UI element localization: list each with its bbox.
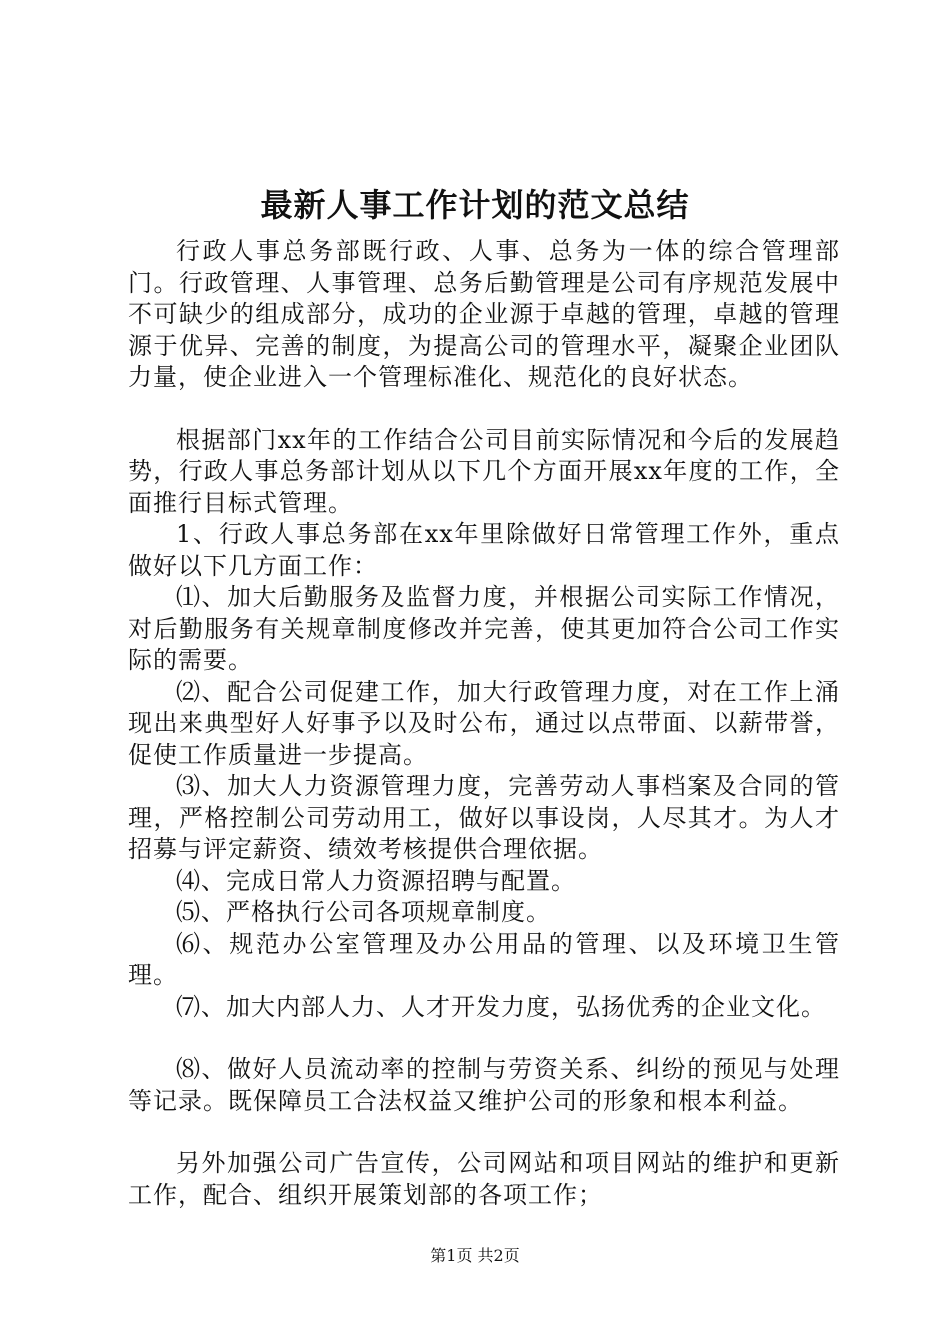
paragraph-subitem-1: ⑴、加大后勤服务及监督力度，并根据公司实际工作情况，对后勤服务有关规章制度修改并完善，使其更加符合公司工作实际的需要。 <box>128 583 840 674</box>
paragraph-item-1: 1、行政人事总务部在xx年里除做好日常管理工作外，重点做好以下几方面工作： <box>128 520 840 580</box>
page-footer: 第1页 共2页 <box>430 1246 520 1265</box>
paragraph-subitem-5: ⑸、严格执行公司各项规章制度。 <box>176 898 551 926</box>
paragraph-plan: 根据部门xx年的工作结合公司目前实际情况和今后的发展趋势，行政人事总务部计划从以下几个方面开展xx年度的工作，全面推行目标式管理。 <box>128 425 840 517</box>
paragraph-subitem-8: ⑻、做好人员流动率的控制与劳资关系、纠纷的预见与处理等记录。既保障员工合法权益又维护公司的形象和根本利益。 <box>128 1055 840 1115</box>
paragraph-subitem-2: ⑵、配合公司促建工作，加大行政管理力度，对在工作上涌现出来典型好人好事予以及时公布，通过以点带面、以薪带誉，促使工作质量进一步提高。 <box>128 677 840 769</box>
paragraph-subitem-3: ⑶、加大人力资源管理力度，完善劳动人事档案及合同的管理，严格控制公司劳动用工，做好以事设岗，人尽其才。为人才招募与评定薪资、绩效考核提供合理依据。 <box>128 772 840 863</box>
paragraph-subitem-6: ⑹、规范办公室管理及办公用品的管理、以及环境卫生管理。 <box>128 929 840 989</box>
paragraph-intro: 行政人事总务部既行政、人事、总务为一体的综合管理部门。行政管理、人事管理、总务后勤管理是公司有序规范发展中不可缺少的组成部分，成功的企业源于卓越的管理，卓越的管理源于优异、完善的制度，为提高公司的管理水平，凝聚企业团队力量，使企业进入一个管理标准化、规范化的良好状态。 <box>128 237 840 391</box>
paragraph-subitem-4: ⑷、完成日常人力资源招聘与配置。 <box>176 866 576 895</box>
document-title: 最新人事工作计划的范文总结 <box>260 186 690 224</box>
paragraph-additional: 另外加强公司广告宣传，公司网站和项目网站的维护和更新工作，配合、组织开展策划部的各项工作； <box>128 1149 840 1209</box>
document-body <box>128 236 840 1211</box>
paragraph-subitem-7: ⑺、加大内部人力、人才开发力度，弘扬优秀的企业文化。 <box>176 992 826 1021</box>
